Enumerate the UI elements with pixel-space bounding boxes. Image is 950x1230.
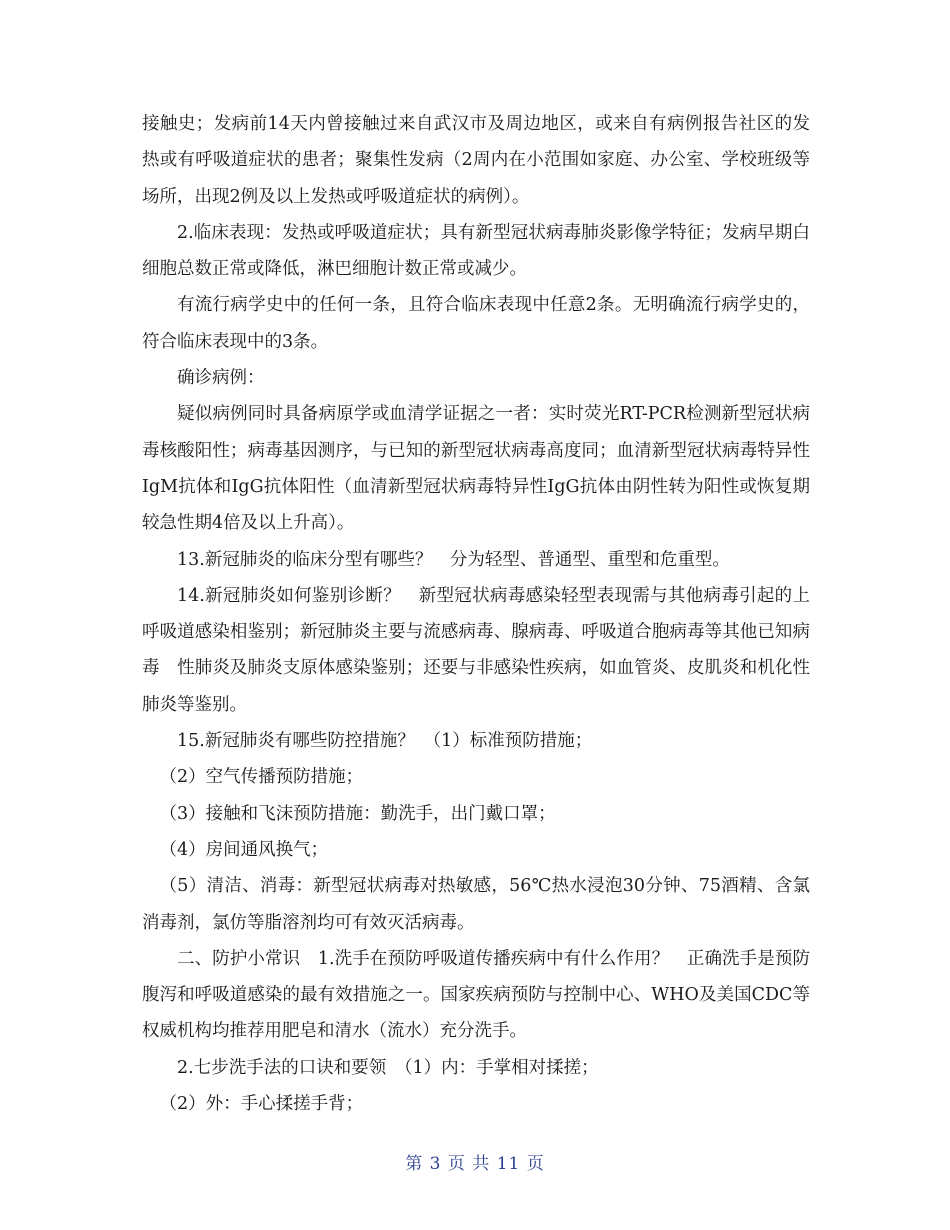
paragraph-q14-differential-diagnosis: 14.新冠肺炎如何鉴别诊断？ 新型冠状病毒感染轻型表现需与其他病毒引起的上呼吸道感染相鉴别；新冠肺炎主要与流感病毒、腺病毒、呼吸道合胞病毒等其他已知病毒 性肺炎及肺炎支原体感染鉴别；还要与非感染性疾病，如血管炎、皮肌炎和机化性肺炎等鉴别。 [142,585,810,715]
paragraph-confirmed-criteria: 疑似病例同时具备病原学或血清学证据之一者：实时荧光RT-PCR检测新型冠状病毒核酸阳性；病毒基因测序，与已知的新型冠状病毒高度同；血清新型冠状病毒特异性IgM抗体和IgG抗体阳性（血清新型冠状病毒特异性IgG抗体由阴性转为阳性或恢复期较急性期4倍及以上升高）。 [142,404,810,534]
paragraph-q15-prevention: 15.新冠肺炎有哪些防控措施？ （1）标准预防措施； [177,731,593,752]
list-item-airborne-precautions: （2）空气传播预防措施； [159,767,364,788]
list-item-ventilation: （4）房间通风换气； [159,839,329,860]
paragraph-q13-clinical-types: 13.新冠肺炎的临床分型有哪些？ 分为轻型、普通型、重型和危重型。 [177,549,730,570]
list-item-disinfection: （5）清洁、消毒：新型冠状病毒对热敏感，56℃热水浸泡30分钟、75酒精、含氯消毒剂，氯仿等脂溶剂均可有效灭活病毒。 [142,876,810,933]
paragraph-clinical-manifestation: 2.临床表现：发热或呼吸道症状；具有新型冠状病毒肺炎影像学特征；发病早期白细胞总数正常或降低，淋巴细胞计数正常或减少。 [142,222,810,280]
list-item-handwashing-outer: （2）外：手心揉搓手背； [159,1094,364,1115]
paragraph-protection-handwashing: 二、防护小常识 1.洗手在预防呼吸道传播疾病中有什么作用？ 正确洗手是预防腹泻和呼吸道感染的最有效措施之一。国家疾病预防与控制中心、WHO及美国CDC等权威机构均推荐用肥皂和清水（流水）充分洗手。 [142,948,810,1042]
page-number-footer: 第 3 页 共 11 页 [405,1154,545,1174]
paragraph-seven-step-handwashing: 2.七步洗手法的口诀和要领 （1）内：手掌相对揉搓； [177,1057,599,1078]
list-item-contact-droplet-precautions: （3）接触和飞沫预防措施：勤洗手，出门戴口罩； [159,803,556,824]
paragraph-epidemiology-contact: 接触史；发病前14天内曾接触过来自武汉市及周边地区，或来自有病例报告社区的发热或有呼吸道症状的患者；聚集性发病（2周内在小范围如家庭、办公室、学校班级等场所，出现2例及以上发热或呼吸道症状的病例）。 [142,114,810,207]
paragraph-suspected-criteria: 有流行病学史中的任何一条，且符合临床表现中任意2条。无明确流行病学史的，符合临床表现中的3条。 [142,295,810,352]
heading-confirmed-case: 确诊病例： [177,368,265,389]
document-page [142,106,810,1122]
